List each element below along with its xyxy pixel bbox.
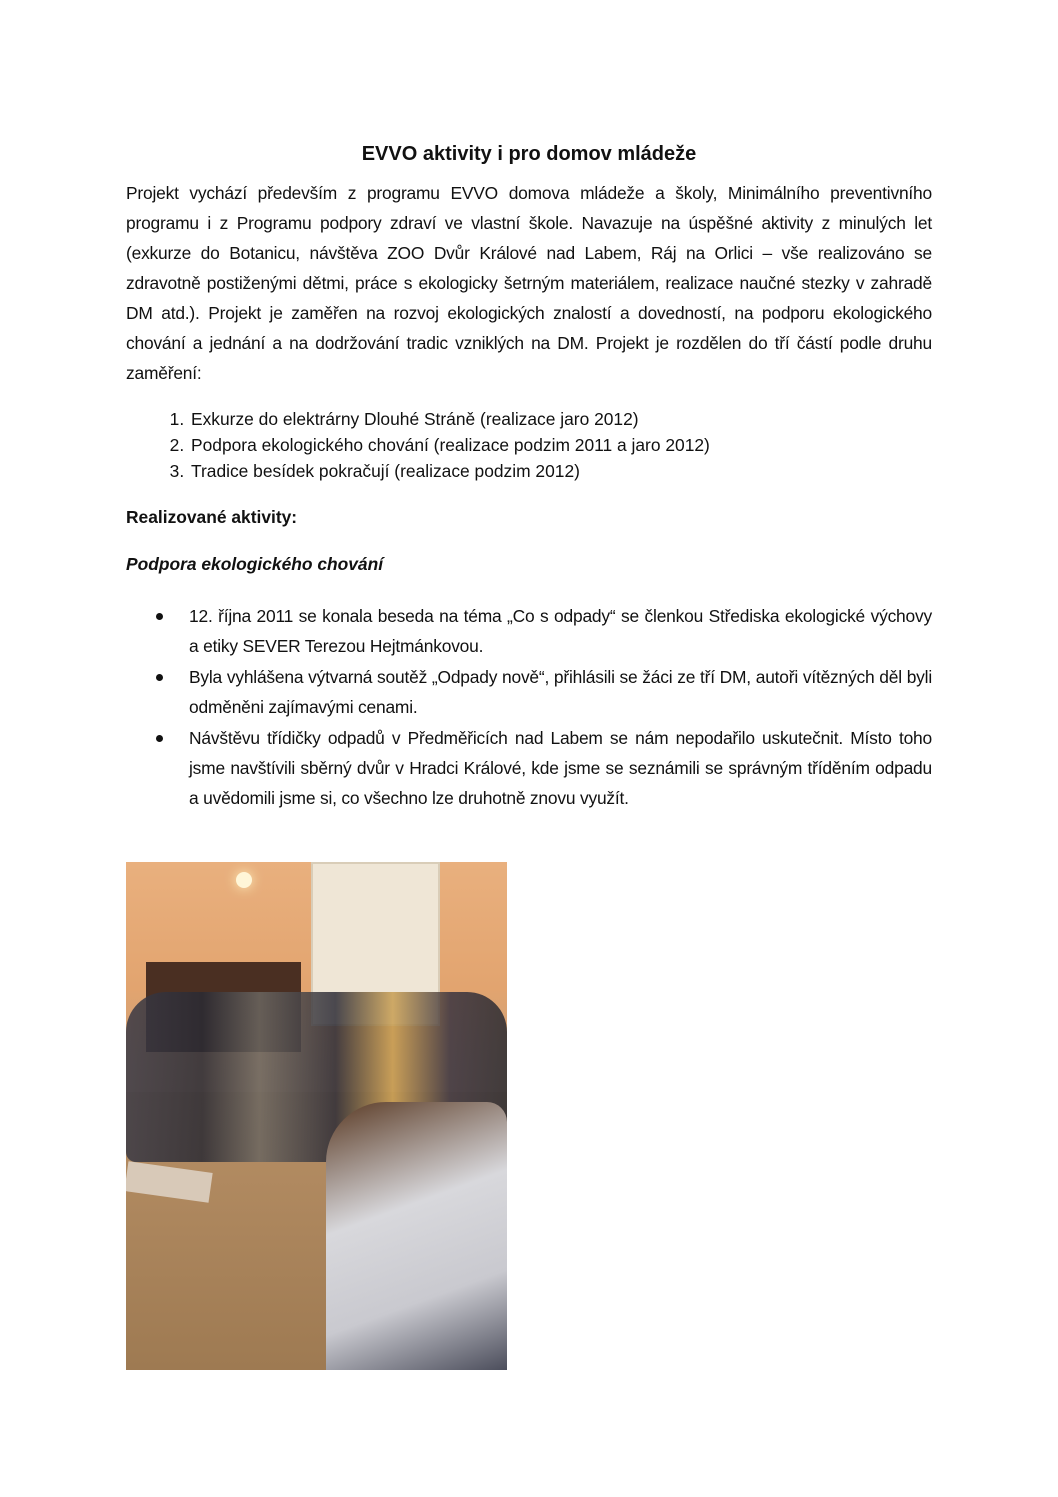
lamp (236, 872, 252, 888)
list-item (189, 601, 932, 661)
bullet-icon (156, 613, 163, 620)
section-heading: Podpora ekologického chování (126, 554, 384, 574)
seated-girl (326, 1102, 507, 1370)
page-title: EVVO aktivity i pro domov mládeže (361, 143, 697, 166)
activity-photo (126, 862, 507, 1370)
intro-paragraph: Projekt vychází především z programu EVVO domova mládeže a školy, Minimálního preventivního programu i z Programu podpory zdraví ve vlastní škole. Navazuje na úspěšné aktivity z minulých let (exkurze do Botanicu, návštěva ZOO Dvůr Králové nad Labem, Ráj na Orlici – vše realizováno se zdravotně postiženými dětmi, práce s ekologicky šetrným materiálem, realizace naučné stezky v zahradě DM atd.). Projekt je zaměřen na rozvoj ekologických znalostí a dovedností, na podporu ekologického chování a jednání a na dodržování tradic vzniklých na DM. Projekt je rozdělen do tří částí podle druhu zaměření: (126, 183, 932, 383)
list-item: 1. Exkurze do elektrárny Dlouhé Stráně (realizace jaro 2012) (189, 406, 932, 432)
list-item: 2. Podpora ekologického chování (realizace podzim 2011 a jaro 2012) (189, 432, 932, 458)
bullet-icon (156, 674, 163, 681)
list-item: 3. Tradice besídek pokračují (realizace podzim 2012) (189, 458, 932, 484)
list-item (189, 723, 932, 813)
project-parts-list (126, 406, 932, 484)
list-item-text: 12. října 2011 se konala beseda na téma „Co s odpady“ se členkou Střediska ekologické výchovy a etiky SEVER Terezou Hejtmánkovou. (189, 606, 932, 656)
bullet-icon (156, 735, 163, 742)
list-item-text: Návštěvu třídičky odpadů v Předměřicích nad Labem se nám nepodařilo uskutečnit. Místo toho jsme navštívili sběrný dvůr v Hradci Králové, kde jsme se seznámili se správným tříděním odpadu a uvědomili jsme si, co všechno lze druhotně znovu využít. (189, 728, 932, 808)
activities-list (126, 601, 932, 814)
list-item-text: Byla vyhlášena výtvarná soutěž „Odpady nově“, přihlásili se žáci ze tří DM, autoři vítězných děl byli odměněni zajímavými cenami. (189, 667, 932, 717)
realized-heading: Realizované aktivity: (126, 507, 298, 527)
list-item (189, 662, 932, 722)
